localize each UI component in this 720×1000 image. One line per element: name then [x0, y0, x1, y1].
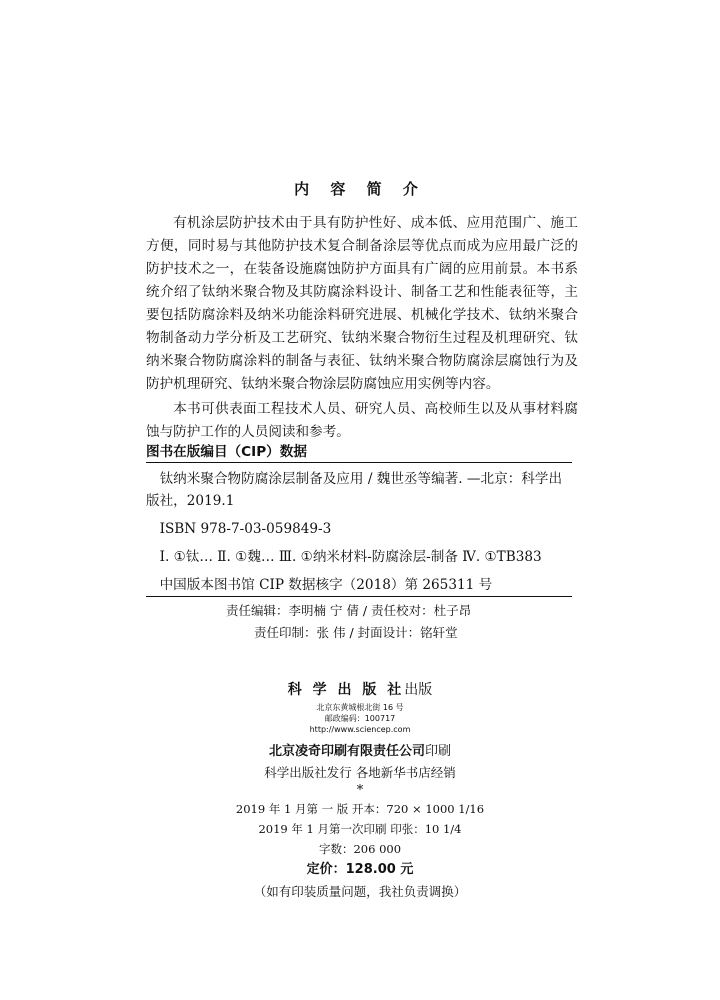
publisher-line [0, 678, 720, 702]
cip-record: 钛纳米聚合物防腐涂层制备及应用 / 魏世丞等编著. —北京：科学出版社，2019.1 [146, 471, 563, 509]
summary-body [146, 212, 578, 446]
edition-line: 2019 年 1 月第 一 版 开本：720 × 1000 1/16 [235, 802, 485, 816]
staff-line-editors: 责任编辑：李明楠 宁 倩 / 责任校对：杜子昂 [226, 603, 472, 618]
summary-paragraph-1: 有机涂层防护技术由于具有防护性好、成本低、应用范围广、施工方便，同时易与其他防护技术复合制备涂层等优点而成为应用最广泛的防护技术之一，在装备设施腐蚀防护方面具有广阔的应用前景。本书系统介绍了钛纳米聚合物及其防腐涂料设计、制备工艺和性能表征等，主要包括防腐涂料及纳米功能涂料研究进展、机械化学技术、钛纳米聚合物制备动力学分析及工艺研究、钛纳米聚合物衍生过程及机理研究、钛纳米聚合物防腐涂料的制备与表征、钛纳米聚合物防腐涂层腐蚀行为及防护机理研究、钛纳米聚合物涂层防腐蚀应用实例等内容。 [146, 215, 578, 392]
quality-note: （如有印装质量问题，我社负责调换） [253, 884, 467, 899]
cip-classification: Ⅰ. ①钛… Ⅱ. ①魏… Ⅲ. ①纳米材料-防腐涂层-制备 Ⅳ. ①TB383 [159, 549, 542, 565]
publisher-postcode: 邮政编码：100717 [324, 714, 396, 723]
summary-paragraph-2: 本书可供表面工程技术人员、研究人员、高校师生以及从事材料腐蚀与防护工作的人员阅读和参考。 [146, 401, 578, 440]
cip-bottom-rule [146, 596, 572, 597]
publisher-website: http://www.sciencep.com [309, 725, 411, 734]
summary-heading: 内 容 简 介 [294, 180, 426, 198]
distributor-line: 科学出版社发行 各地新华书店经销 [264, 765, 456, 780]
publisher-suffix: 出版 [404, 682, 433, 698]
printer-line [0, 741, 720, 763]
cip-number: 中国版本图书馆 CIP 数据核字（2018）第 265311 号 [159, 577, 493, 593]
cip-isbn: ISBN 978-7-03-059849-3 [159, 521, 332, 537]
staff-credits [0, 600, 720, 644]
publication-info [0, 678, 720, 903]
printer-name: 北京凌奇印刷有限责任公司 [268, 744, 425, 759]
price: 定价：128.00 元 [306, 862, 414, 877]
publisher-address: 北京东黄城根北街 16 号 [316, 703, 404, 712]
word-count: 字数：206 000 [318, 842, 402, 856]
publisher-name: 科 学 出 版 社 [287, 682, 405, 698]
separator-asterisk: * [356, 783, 364, 798]
printing-line: 2019 年 1 月第一次印刷 印张：10 1/4 [258, 822, 462, 836]
cip-top-rule [146, 462, 572, 463]
printer-suffix: 印刷 [425, 744, 452, 759]
cip-block [146, 468, 572, 602]
staff-line-production: 责任印制：张 伟 / 封面设计：铭轩堂 [254, 625, 458, 640]
cip-title: 图书在版编目（CIP）数据 [146, 444, 307, 460]
